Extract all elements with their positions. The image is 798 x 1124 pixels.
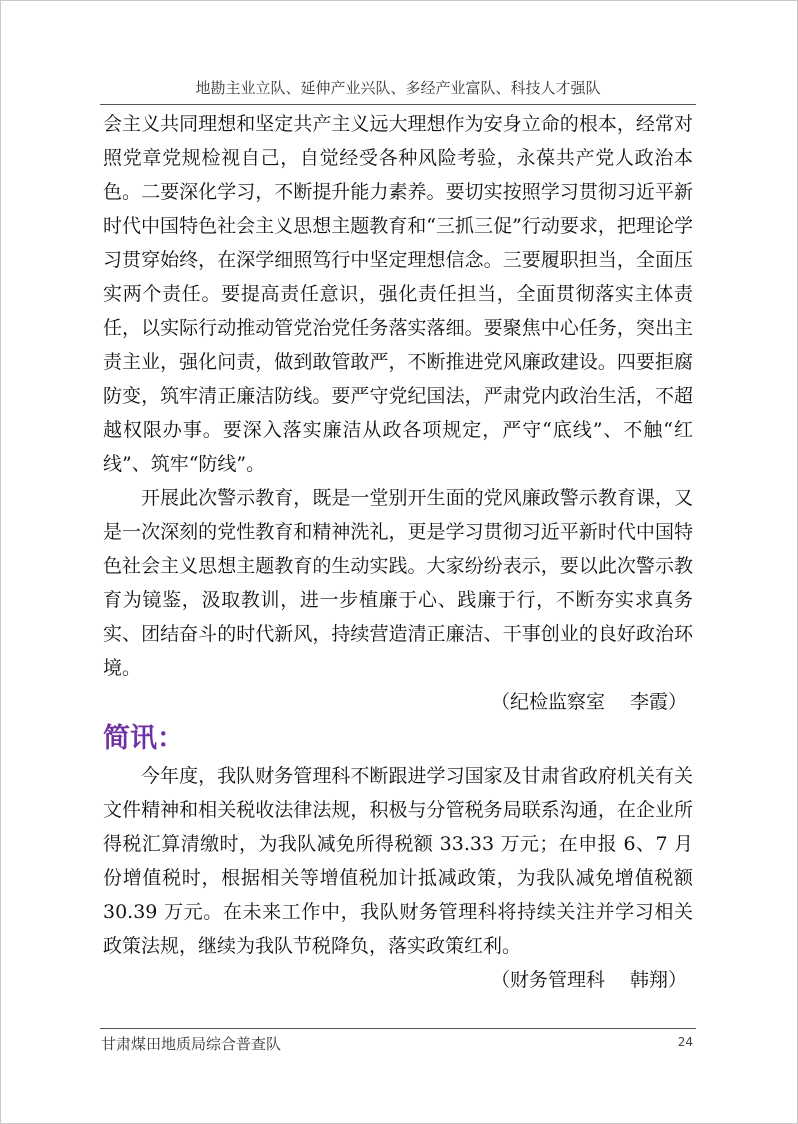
header-divider [100, 104, 696, 105]
running-header: 地勘主业立队、延伸产业兴队、多经产业富队、科技人才强队 [195, 79, 601, 97]
signature-finance-dept: （财务管理科 韩翔） [490, 969, 687, 991]
paragraph-finance-news: 今年度，我队财务管理科不断跟进学习国家及甘肃省政府机关有关文件精神和相关税收法律法规，积极与分管税务局联系沟通，在企业所得税汇算清缴时，为我队减免所得税额 33.33 万元；在申报 6、7 月份增值税时，根据相关等增值税加计抵减政策，为我队减免增值税额 30.39 万元。在未来工作中，我队财务管理科将持续关注并学习相关政策法规，继续为我队节税降负，落实政策红利。 [103, 765, 693, 957]
paragraph-warning-education: 开展此次警示教育，既是一堂别开生面的党风廉政警示教育课，又是一次深刻的党性教育和精神洗礼，更是学习贯彻习近平新时代中国特色社会主义思想主题教育的生动实践。大家纷纷表示，要以此次警示教育为镜鉴，汲取教训，进一步植廉于心、践廉于行，不断夯实求真务实、团结奋斗的时代新风，持续营造清正廉洁、干事创业的良好政治环境。 [103, 487, 693, 679]
section-title-brief-news: 简讯： [103, 723, 184, 754]
paragraph-continued: 会主义共同理想和坚定共产主义远大理想作为安身立命的根本，经常对照党章党规检视自己，自觉经受各种风险考验，永葆共产党人政治本色。二要深化学习，不断提升能力素养。要切实按照学习贯彻习近平新时代中国特色社会主义思想主题教育和“三抓三促”行动要求，把理论学习贯穿始终，在深学细照笃行中坚定理想信念。三要履职担当，全面压实两个责任。要提高责任意识，强化责任担当，全面贯彻落实主体责任，以实际行动推动管党治党任务落实落细。要聚焦中心任务，突出主责主业，强化问责，做到敢管敢严，不断推进党风廉政建设。四要拒腐防变，筑牢清正廉洁防线。要严守党纪国法，严肃党内政治生活，不超越权限办事。要深入落实廉洁从政各项规定，严守“底线”、不触“红线”、筑牢“防线”。 [103, 113, 693, 475]
page-number: 24 [677, 1035, 693, 1049]
signature-discipline-office: （纪检监察室 李霞） [490, 691, 687, 713]
footer-divider [100, 1028, 696, 1029]
page-body [103, 107, 693, 997]
footer-organization: 甘肃煤田地质局综合普查队 [101, 1035, 282, 1053]
